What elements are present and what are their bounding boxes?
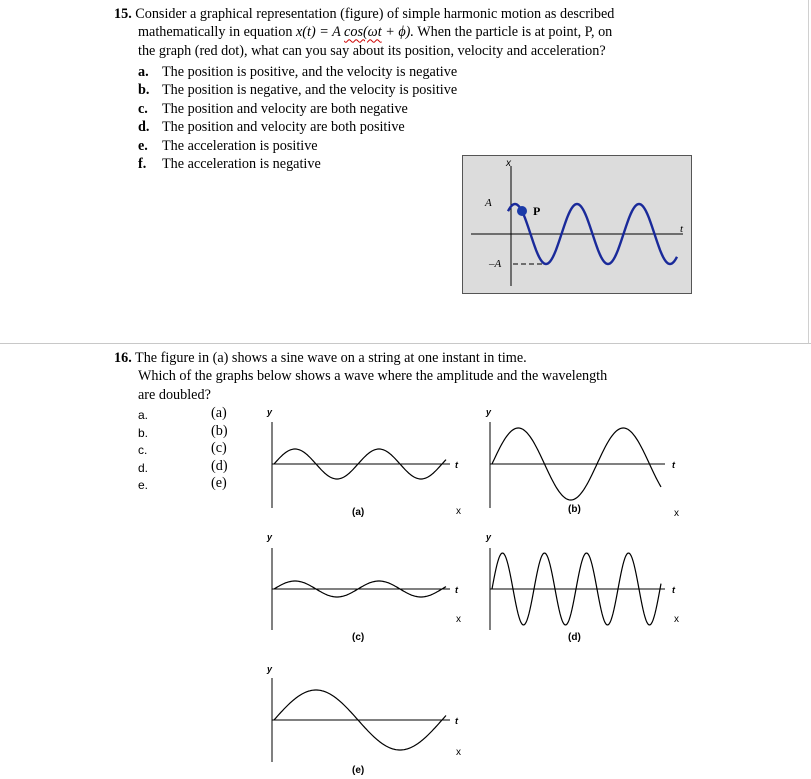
t-label: t: [672, 460, 675, 470]
graph-caption: (c): [352, 632, 365, 643]
y-label: y: [267, 664, 273, 674]
x-axis-label: x: [506, 158, 511, 169]
q16-line3: are doubled?: [138, 386, 211, 403]
t-label: t: [455, 716, 458, 726]
q16-line1: 16. The figure in (a) shows a sine wave on a string at one instant in time.: [114, 350, 527, 366]
q16-choice[interactable]: (c): [211, 440, 227, 457]
graph-caption: (d): [568, 632, 581, 643]
t-label: t: [455, 460, 458, 470]
q15-line3: the graph (red dot), what can you say about its position, velocity and acceleration?: [138, 42, 606, 59]
option-letter: e.: [138, 137, 148, 154]
option-letter: f.: [138, 156, 147, 172]
q16-line2: Which of the graphs below shows a wave where the amplitude and the wavelength: [138, 368, 608, 385]
option-text: The position and velocity are both negative: [162, 100, 408, 117]
option-text: The acceleration is positive: [162, 137, 318, 154]
wave-graph-c: [266, 532, 461, 643]
y-label: y: [486, 407, 492, 417]
q16-letter: b.: [138, 425, 149, 440]
option-text: The acceleration is negative: [162, 156, 321, 172]
option-letter: c.: [138, 100, 148, 117]
minus-a-label: –A: [489, 258, 502, 270]
graph-caption: (e): [352, 765, 365, 776]
graph-caption: (a): [352, 507, 365, 518]
equation: x(t) = A cos(ωt + ϕ).: [295, 24, 414, 41]
t-label: t: [455, 585, 458, 595]
wave-graph-d: [485, 532, 679, 643]
x-mark: x: [674, 614, 679, 625]
q16-choice[interactable]: (b): [211, 422, 228, 439]
wave-graph-e: [266, 664, 461, 776]
y-label: y: [267, 532, 273, 542]
option-text: The position is negative, and the velocity is positive: [162, 82, 458, 99]
y-label: y: [267, 407, 273, 417]
wave-graph-a: [266, 407, 461, 518]
q16-letter: a.: [138, 408, 149, 422]
p-label: P: [533, 204, 541, 218]
q16-choice[interactable]: (a): [211, 405, 227, 421]
t-axis-label: t: [680, 223, 684, 235]
graph-caption: (b): [568, 504, 581, 515]
q16-number: 16.: [114, 350, 132, 366]
x-mark: x: [674, 508, 679, 519]
q15-number: 15.: [114, 6, 132, 22]
x-mark: x: [456, 506, 461, 517]
q16-letter: e.: [138, 478, 149, 492]
option-letter: b.: [138, 82, 150, 99]
q16-letter: c.: [138, 443, 148, 457]
x-mark: x: [456, 614, 461, 625]
t-label: t: [672, 585, 675, 595]
option-text: The position is positive, and the velocity is negative: [162, 64, 458, 80]
q15-line2: mathematically in equation x(t) = A cos(ωt + ϕ). When the particle is at point, P, on: [138, 24, 613, 41]
y-label: y: [486, 532, 492, 542]
x-mark: x: [456, 747, 461, 758]
q15-line1: 15. Consider a graphical representation (figure) of simple harmonic motion as described: [114, 6, 615, 22]
q16-choice[interactable]: (e): [211, 475, 227, 492]
option-letter: a.: [138, 64, 149, 80]
q16-choice[interactable]: (d): [211, 457, 228, 474]
option-letter: d.: [138, 119, 150, 136]
wave-graph-b: [485, 407, 679, 519]
q16-letter: d.: [138, 460, 149, 475]
option-text: The position and velocity are both positive: [162, 119, 405, 136]
a-label: A: [485, 197, 492, 209]
